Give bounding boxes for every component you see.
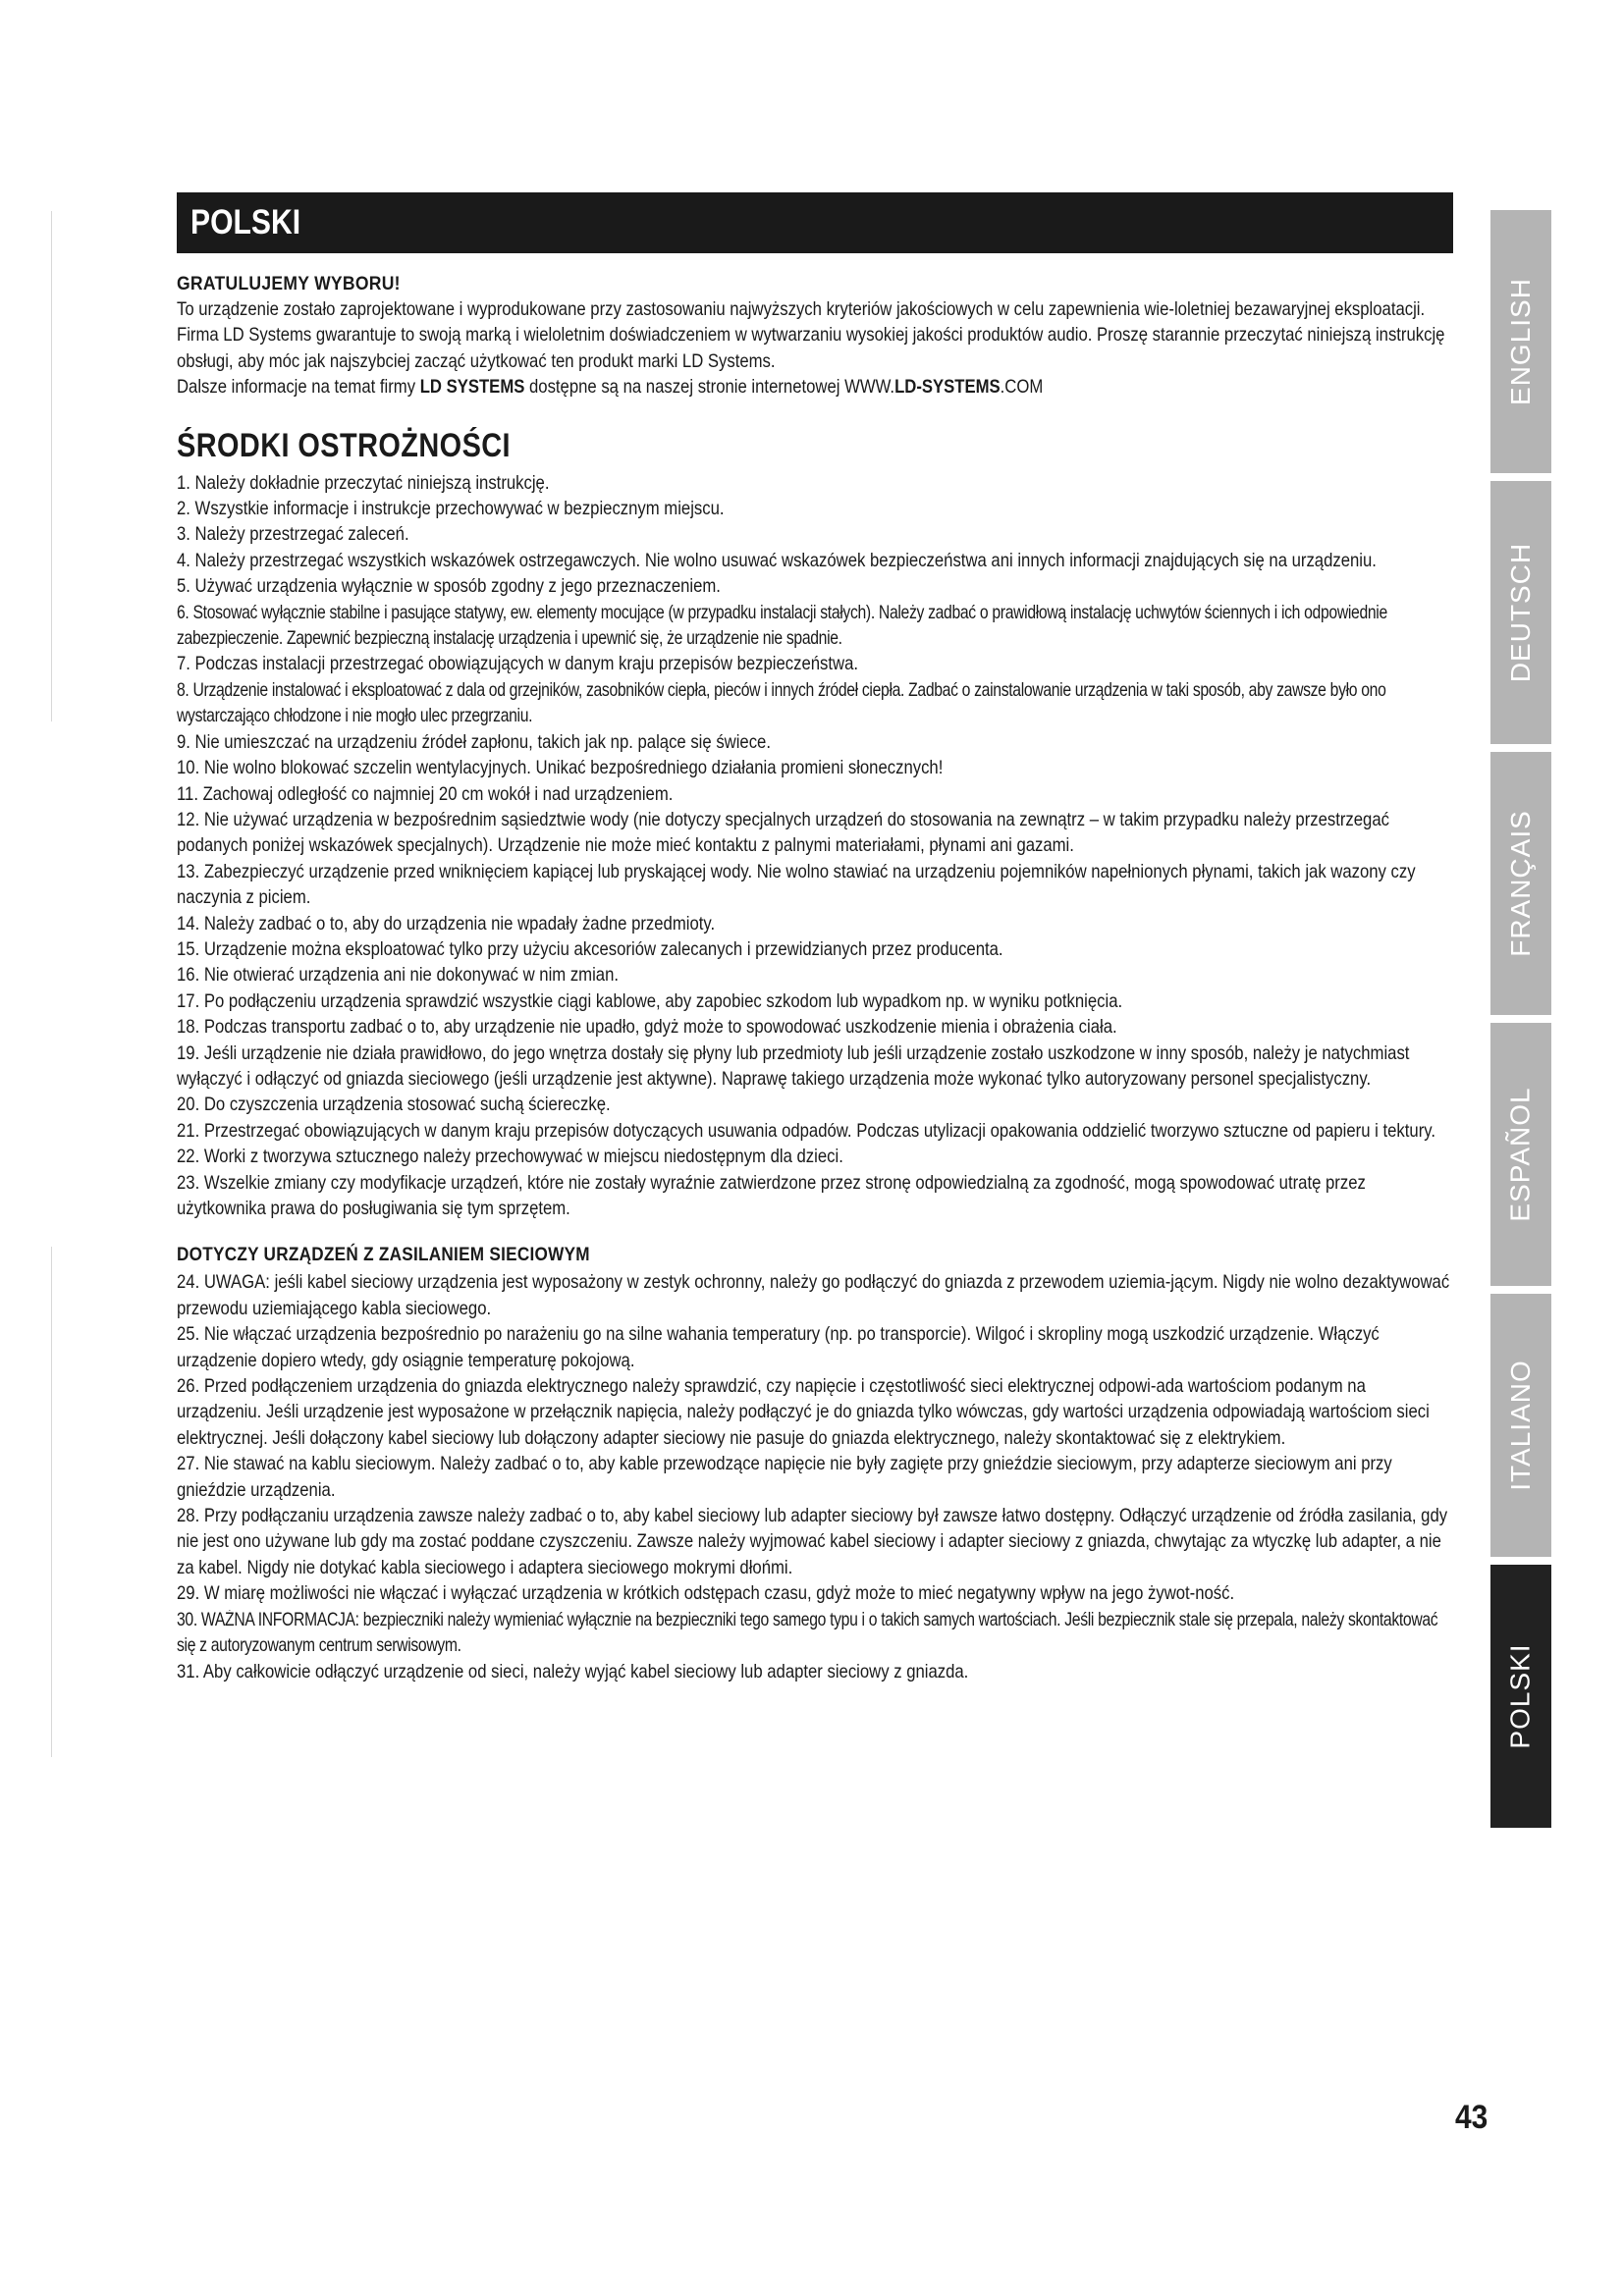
tab-label: POLSKI [1505, 1643, 1537, 1749]
list-item: 13. Zabezpieczyć urządzenie przed wniknięciem kapiącej lub pryskającej wody. Nie wolno stawiać na urządzeniu pojemników napełnionych płynami, takich jak wazony czy naczynia z piciem. [177, 861, 1416, 909]
list-item: 17. Po podłączeniu urządzenia sprawdzić wszystkie ciągi kablowe, aby zapobiec szkodom lub wypadkom np. w wyniku potknięcia. [177, 990, 1123, 1012]
tab-label: ENGLISH [1505, 278, 1536, 405]
list-item: 12. Nie używać urządzenia w bezpośrednim sąsiedztwie wody (nie dotyczy specjalnych urządzeń do stosowania na zewnątrz – w takim przypadku należy przestrzegać podanych poniżej wskazówek specjalnych). Urządzenie nie może mieć kontaktu z palnymi materiałami, płynami ani gazami. [177, 809, 1389, 857]
tab-english[interactable] [1490, 210, 1551, 473]
tab-deutsch[interactable] [1490, 481, 1551, 744]
list-item: 19. Jeśli urządzenie nie działa prawidłowo, do jego wnętrza dostały się płyny lub przedmioty lub jeśli urządzenie zostało uszkodzone w inny sposób, należy je natychmiast wyłączyć i odłączyć od gniazda sieciowego (jeśli urządzenie jest aktywne). Naprawę takiego urządzenia może wykonać tylko autoryzowany personel specjalistyczny. [177, 1042, 1410, 1090]
list-item: 11. Zachowaj odległość co najmniej 20 cm wokół i nad urządzeniem. [177, 783, 674, 805]
tab-polski[interactable] [1490, 1565, 1551, 1828]
section-header [177, 192, 1453, 253]
list-item: 6. Stosować wyłącznie stabilne i pasujące statywy, ew. elementy mocujące (w przypadku instalacji stałych). Należy zadbać o prawidłową instalację uchwytów ściennych i ich odpowiednie zabezpieczenie. Zapewnić bezpieczną instalację urządzenia i upewnić się, że urządzenie nie spadnie. [177, 602, 1387, 650]
list-item: 22. Worki z tworzywa sztucznego należy przechowywać w miejscu niedostępnym dla dzieci. [177, 1147, 843, 1168]
list-item: 3. Należy przestrzegać zaleceń. [177, 524, 409, 546]
list-item: 29. W miarę możliwości nie włączać i wyłączać urządzenia w krótkich odstępach czasu, gdyż może to mieć negatywny wpływ na jego żywot-ność. [177, 1583, 1235, 1605]
left-margin-line [51, 211, 52, 721]
document-body [177, 192, 1453, 1685]
safety-list [177, 471, 1453, 1223]
safety-heading: ŚRODKI OSTROŻNOŚCI [177, 426, 512, 464]
list-item: 10. Nie wolno blokować szczelin wentylacyjnych. Unikać bezpośredniego działania promieni słonecznych! [177, 758, 944, 779]
list-item: 4. Należy przestrzegać wszystkich wskazówek ostrzegawczych. Nie wolno usuwać wskazówek bezpieczeństwa ani innych informacji znajdujących się na urządzeniu. [177, 550, 1377, 571]
tab-label: FRANÇAIS [1505, 810, 1537, 957]
mains-list [177, 1270, 1453, 1685]
tab-label: ESPAÑOL [1505, 1087, 1537, 1222]
left-margin-line [51, 1247, 52, 1757]
list-item: 1. Należy dokładnie przeczytać niniejszą instrukcję. [177, 472, 550, 494]
website-line: Dalsze informacje na temat firmy LD SYSTEMS dostępne są na naszej stronie internetowej WWW.LD-SYSTEMS.COM [177, 377, 1044, 399]
page-number: 43 [1455, 2099, 1489, 2136]
list-item: 18. Podczas transportu zadbać o to, aby urządzenie nie upadło, gdyż może to spowodować uszkodzenie mienia i obrażenia ciała. [177, 1017, 1117, 1039]
mains-heading: DOTYCZY URZĄDZEŃ Z ZASILANIEM SIECIOWYM [177, 1244, 590, 1266]
website-domain: LD-SYSTEMS [894, 377, 1001, 399]
list-item: 28. Przy podłączaniu urządzenia zawsze należy zadbać o to, aby kabel sieciowy lub adapter sieciowy był zawsze łatwo dostępny. Odłączyć urządzenie od źródła zasilania, gdy nie jest ono używane lub gdy ma zostać poddane czyszczeniu. Zawsze należy wyjmować kabel sieciowy i adapter sieciowy z gniazda, chwytając za wtyczkę lub adapter, a nie za kabel. Nigdy nie dotykać kabla sieciowego i adaptera sieciowego mokrymi dłońmi. [177, 1506, 1448, 1578]
list-item: 23. Wszelkie zmiany czy modyfikacje urządzeń, które nie zostały wyraźnie zatwierdzone przez stronę odpowiedzialną za zgodność, mogą spowodować utratę przez użytkownika prawa do posługiwania się tym sprzętem. [177, 1172, 1366, 1219]
tab-label: ITALIANO [1505, 1360, 1537, 1491]
list-item: 26. Przed podłączeniem urządzenia do gniazda elektrycznego należy sprawdzić, czy napięcie i częstotliwość sieci elektrycznej odpowi-ada wartościom podanym na urządzeniu. Jeśli urządzenie jest wyposażone w przełącznik napięcia, należy podłączyć je do gniazda tylko wówczas, gdy wartości urządzenia odpowiadają wartościom sieci elektrycznej. Jeśli dołączony kabel sieciowy lub dołączony adapter sieciowy nie pasuje do gniazda elektrycznego, należy skontaktować się z elektrykiem. [177, 1376, 1430, 1449]
list-item: 27. Nie stawać na kablu sieciowym. Należy zadbać o to, aby kable przewodzące napięcie nie były zagięte przy gnieździe sieciowym, przy adapterze sieciowym ani przy gnieździe urządzenia. [177, 1454, 1392, 1501]
list-item: 8. Urządzenie instalować i eksploatować z dala od grzejników, zasobników ciepła, pieców i innych źródeł ciepła. Zadbać o zainstalowanie urządzenia w taki sposób, aby zawsze było ono wystarczająco chłodzone i nie mogło ulec przegrzaniu. [177, 679, 1386, 727]
tab-espanol[interactable] [1490, 1023, 1551, 1286]
list-item: 7. Podczas instalacji przestrzegać obowiązujących w danym kraju przepisów bezpieczeństwa. [177, 654, 859, 675]
tab-label: DEUTSCH [1505, 542, 1536, 683]
intro-heading: GRATULUJEMY WYBORU! [177, 273, 401, 294]
list-item: 20. Do czyszczenia urządzenia stosować suchą ściereczkę. [177, 1095, 611, 1116]
list-item: 5. Używać urządzenia wyłącznie w sposób zgodny z jego przeznaczeniem. [177, 576, 721, 598]
list-item: 15. Urządzenie można eksploatować tylko przy użyciu akcesoriów zalecanych i przewidzianych przez producenta. [177, 938, 1003, 960]
list-item: 25. Nie włączać urządzenia bezpośrednio po narażeniu go na silne wahania temperatury (np. po transporcie). Wilgoć i skropliny mogą uszkodzić urządzenie. Włączyć urządzenie dopiero wtedy, gdy osiągnie temperaturę pokojową. [177, 1324, 1380, 1371]
list-item: 14. Należy zadbać o to, aby do urządzenia nie wpadały żadne przedmioty. [177, 913, 716, 934]
list-item: 31. Aby całkowicie odłączyć urządzenie od sieci, należy wyjąć kabel sieciowy lub adapter sieciowy z gniazda. [177, 1661, 969, 1682]
list-item: 30. WAŻNA INFORMACJA: bezpieczniki należy wymieniać wyłącznie na bezpieczniki tego samego typu i o takich samych wartościach. Jeśli bezpiecznik stale się przepala, należy skontaktować się z autoryzowanym centrum serwisowym. [177, 1609, 1438, 1657]
brand-name: LD SYSTEMS [419, 377, 525, 399]
list-item: 16. Nie otwierać urządzenia ani nie dokonywać w nim zmian. [177, 965, 620, 987]
list-item: 24. UWAGA: jeśli kabel sieciowy urządzenia jest wyposażony w zestyk ochronny, należy go podłączyć do gniazda z przewodem uziemia-jącym. Nigdy nie wolno dezaktywować przewodu uziemiającego kabla sieciowego. [177, 1272, 1450, 1319]
list-item: 2. Wszystkie informacje i instrukcje przechowywać w bezpiecznym miejscu. [177, 499, 725, 520]
tab-italiano[interactable] [1490, 1294, 1551, 1557]
tab-francais[interactable] [1490, 752, 1551, 1015]
section-title: POLSKI [190, 203, 301, 241]
list-item: 21. Przestrzegać obowiązujących w danym kraju przepisów dotyczących usuwania odpadów. Podczas utylizacji opakowania oddzielić tworzywo sztuczne od papieru i tektury. [177, 1120, 1435, 1142]
list-item: 9. Nie umieszczać na urządzeniu źródeł zapłonu, takich jak np. palące się świece. [177, 731, 771, 753]
intro-paragraph: To urządzenie zostało zaprojektowane i wyprodukowane przy zastosowaniu najwyższych kryteriów jakościowych w celu zapewnienia wie-loletniej bezawaryjnej eksploatacji. Firma LD Systems gwarantuje to swoją marką i wieloletnim doświadczeniem w wytwarzaniu wysokiej jakości produktów audio. Proszę starannie przeczytać niniejszą instrukcję obsługi, aby móc jak najszybciej zacząć użytkować ten produkt marki LD Systems. [177, 299, 1445, 372]
